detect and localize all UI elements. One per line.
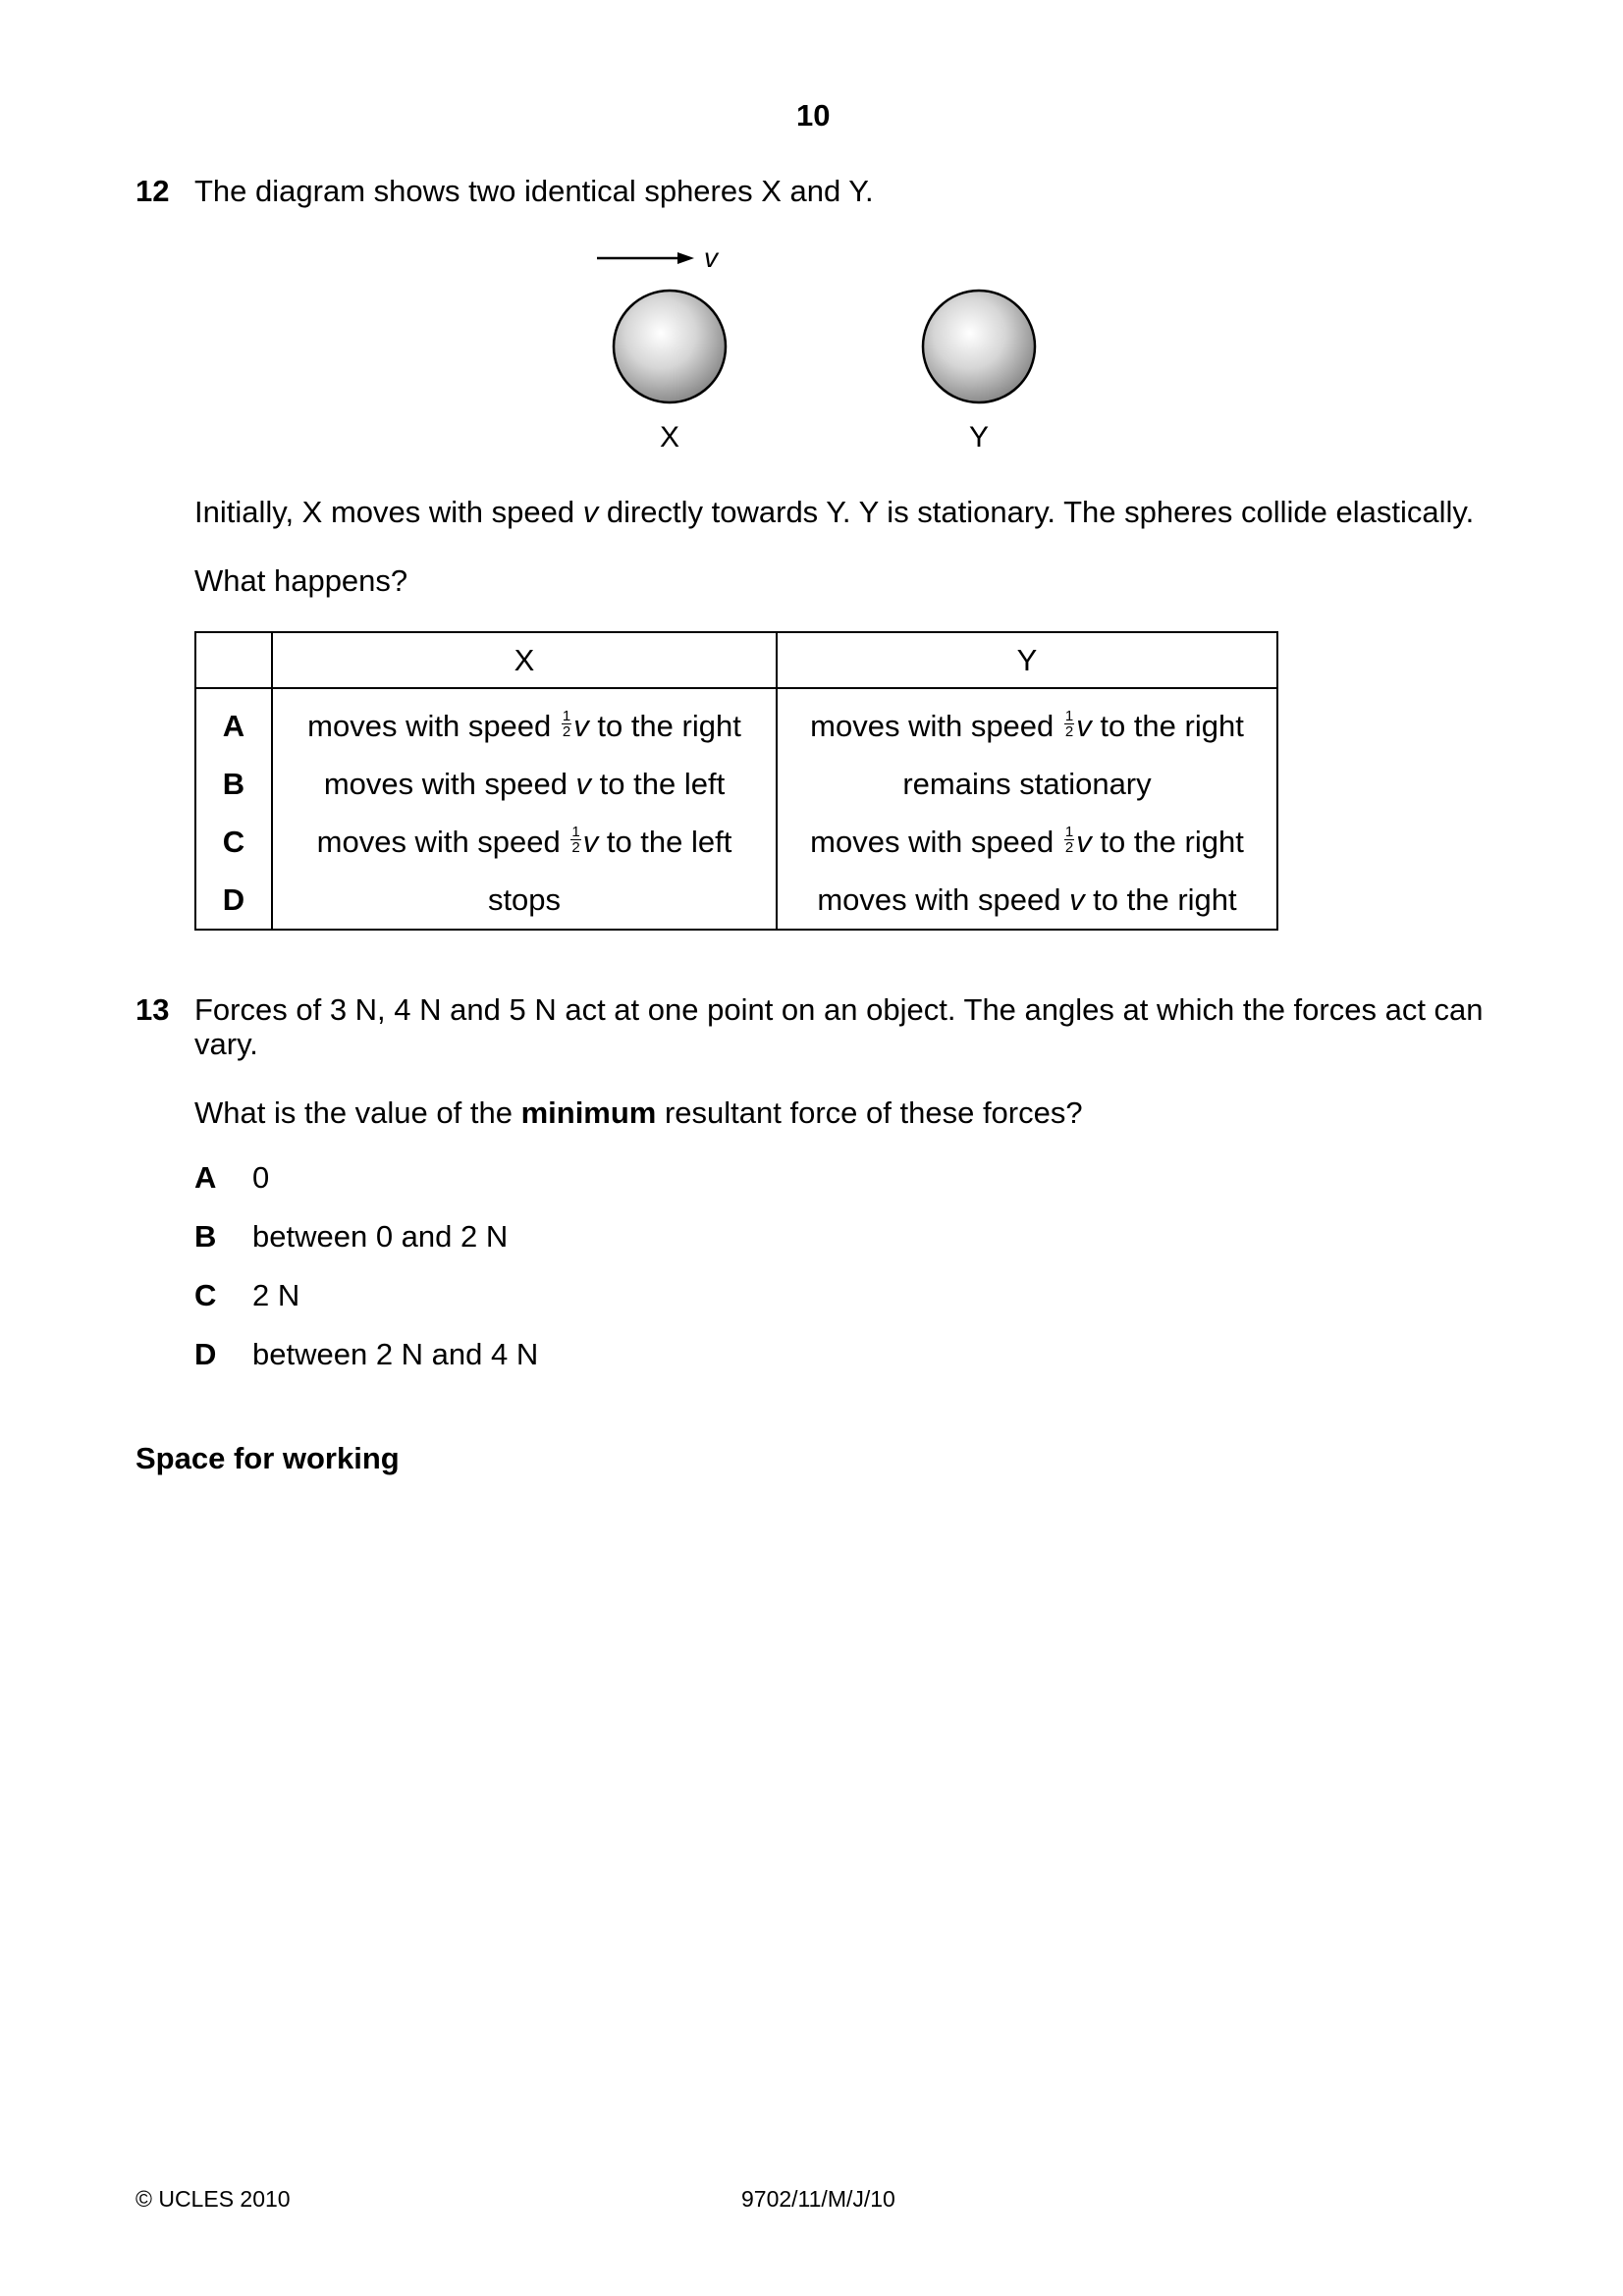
half-fraction: $\frac{1}{2}$: [571, 823, 580, 856]
option-c-key: C: [194, 1278, 217, 1312]
option-d-text: between 2 N and 4 N: [252, 1337, 539, 1371]
option-key: C: [195, 813, 272, 871]
working-space-heading: Space for working: [135, 1441, 400, 1475]
question-12-stem: The diagram shows two identical spheres X and Y.: [194, 174, 874, 208]
x-result: stops: [272, 871, 777, 930]
option-a-text: 0: [252, 1160, 270, 1195]
question-13-stem-line1: Forces of 3 N, 4 N and 5 N act at one point on an object. The angles at which the forces act can: [194, 992, 1484, 1027]
question-13-number: 13: [135, 992, 170, 1027]
table-row: [195, 755, 1277, 813]
question-12-prompt: What happens?: [194, 563, 408, 598]
footer-paper-code: 9702/11/M/J/10: [741, 2186, 895, 2212]
half-fraction: $\frac{1}{2}$: [1064, 823, 1074, 856]
x-result: moves with speed v to the left: [272, 755, 777, 813]
half-fraction: $\frac{1}{2}$: [1064, 707, 1074, 740]
half-fraction: $\frac{1}{2}$: [562, 707, 571, 740]
page-number: 10: [796, 98, 831, 133]
option-key: B: [195, 755, 272, 813]
sphere-y: [923, 291, 1035, 402]
spheres-diagram: [550, 231, 1060, 456]
question-13-prompt: What is the value of the minimum resultant force of these forces?: [194, 1095, 1083, 1130]
option-d-key: D: [194, 1337, 217, 1371]
x-result: moves with speed $\frac{1}{2}$ v to the left: [272, 813, 777, 871]
sphere-y-label: Y: [969, 421, 990, 454]
question-12-description: Initially, X moves with speed v directly towards Y. Y is stationary. The spheres collide elastically.: [194, 495, 1475, 529]
table-header-key: [195, 632, 272, 688]
option-key: A: [195, 688, 272, 755]
table-row: [195, 871, 1277, 930]
velocity-label: v: [704, 242, 718, 273]
y-result: remains stationary: [777, 755, 1277, 813]
table-header-y: Y: [777, 632, 1277, 688]
velocity-arrow: [597, 252, 694, 264]
footer-copyright: © UCLES 2010: [135, 2186, 291, 2212]
sphere-x-label: X: [660, 421, 680, 454]
question-13-stem-line2: vary.: [194, 1027, 258, 1061]
table-row: [195, 813, 1277, 871]
x-result: moves with speed $\frac{1}{2}$ v to the right: [272, 688, 777, 755]
option-b-text: between 0 and 2 N: [252, 1219, 509, 1254]
table-row: [195, 688, 1277, 755]
y-result: moves with speed $\frac{1}{2}$ v to the right: [777, 688, 1277, 755]
answer-table: [194, 631, 1278, 931]
option-b-key: B: [194, 1219, 217, 1254]
sphere-x: [614, 291, 726, 402]
y-result: moves with speed $\frac{1}{2}$ v to the right: [777, 813, 1277, 871]
option-a-key: A: [194, 1160, 217, 1195]
option-key: D: [195, 871, 272, 930]
y-result: moves with speed v to the right: [777, 871, 1277, 930]
question-12-number: 12: [135, 174, 170, 208]
table-header-x: X: [272, 632, 777, 688]
option-c-text: 2 N: [252, 1278, 300, 1312]
